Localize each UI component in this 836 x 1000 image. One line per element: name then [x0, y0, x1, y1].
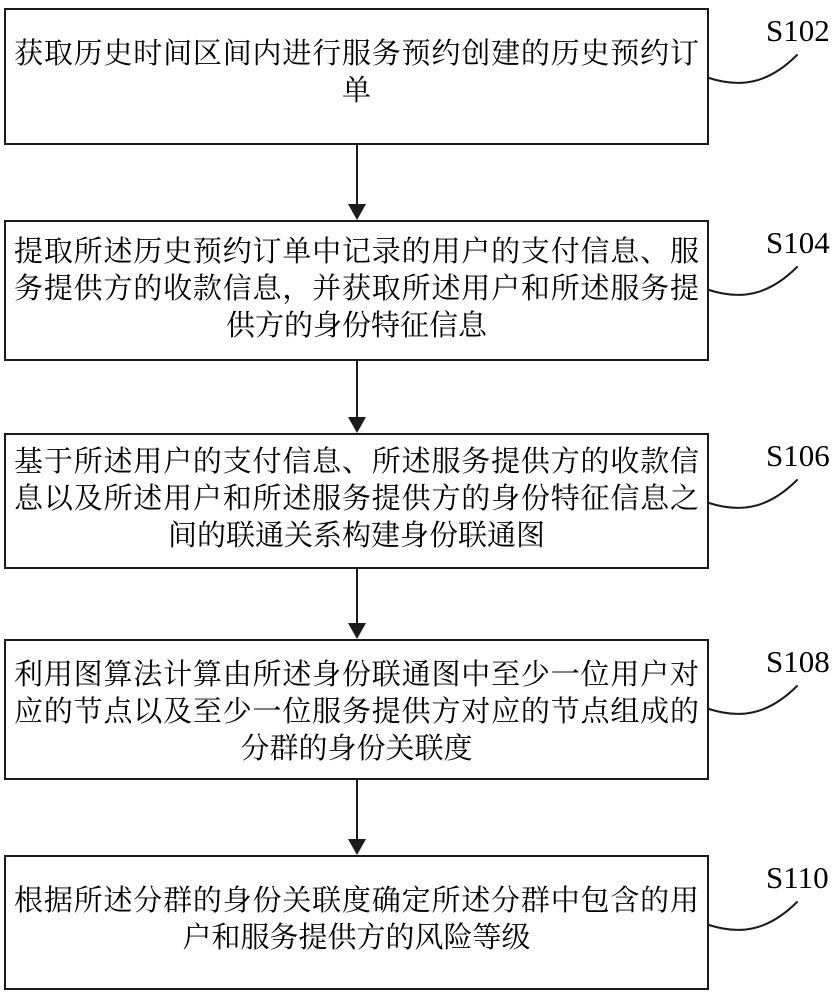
label-leader-curve-s106: [706, 477, 800, 515]
label-leader-curve-s104: [706, 264, 800, 302]
label-leader-curve-s102: [706, 52, 800, 90]
step-label-s110: S110: [766, 860, 829, 895]
step-text-s108: 利用图算法计算由所述身份联通图中至少一位用户对应的节点以及至少一位服务提供方对应的节点组成的分群的身份关联度: [14, 659, 699, 765]
step-box-s102: [4, 8, 709, 145]
flow-arrow-head: [348, 839, 366, 855]
step-box-s104: [4, 220, 709, 361]
step-label-s108: S108: [766, 644, 830, 679]
step-text-s106: 基于所述用户的支付信息、所述服务提供方的收款信息以及所述用户和所述服务提供方的身份特征信息之间的联通关系构建身份联通图: [14, 446, 699, 552]
flow-arrow-line: [356, 145, 358, 206]
step-text-s110: 根据所述分群的身份关联度确定所述分群中包含的用户和服务提供方的风险等级: [14, 885, 699, 954]
flow-arrow-head: [348, 417, 366, 433]
flow-arrow-line: [356, 361, 358, 419]
label-leader-curve-s108: [706, 683, 800, 721]
flow-arrow-line: [356, 569, 358, 625]
step-label-s104: S104: [766, 225, 830, 260]
step-text-s104: 提取所述历史预约订单中记录的用户的支付信息、服务提供方的收款信息，并获取所述用户和所述服务提供方的身份特征信息: [14, 236, 699, 342]
step-box-s110: [4, 855, 709, 990]
step-label-s106: S106: [766, 438, 830, 473]
step-label-s102: S102: [766, 13, 830, 48]
step-box-s106: [4, 433, 709, 569]
label-leader-curve-s110: [706, 899, 800, 937]
flow-arrow-head: [348, 623, 366, 639]
step-box-s108: [4, 639, 709, 780]
step-text-s102: 获取历史时间区间内进行服务预约创建的历史预约订单: [14, 38, 699, 107]
flow-arrow-line: [356, 780, 358, 841]
flow-arrow-head: [348, 204, 366, 220]
